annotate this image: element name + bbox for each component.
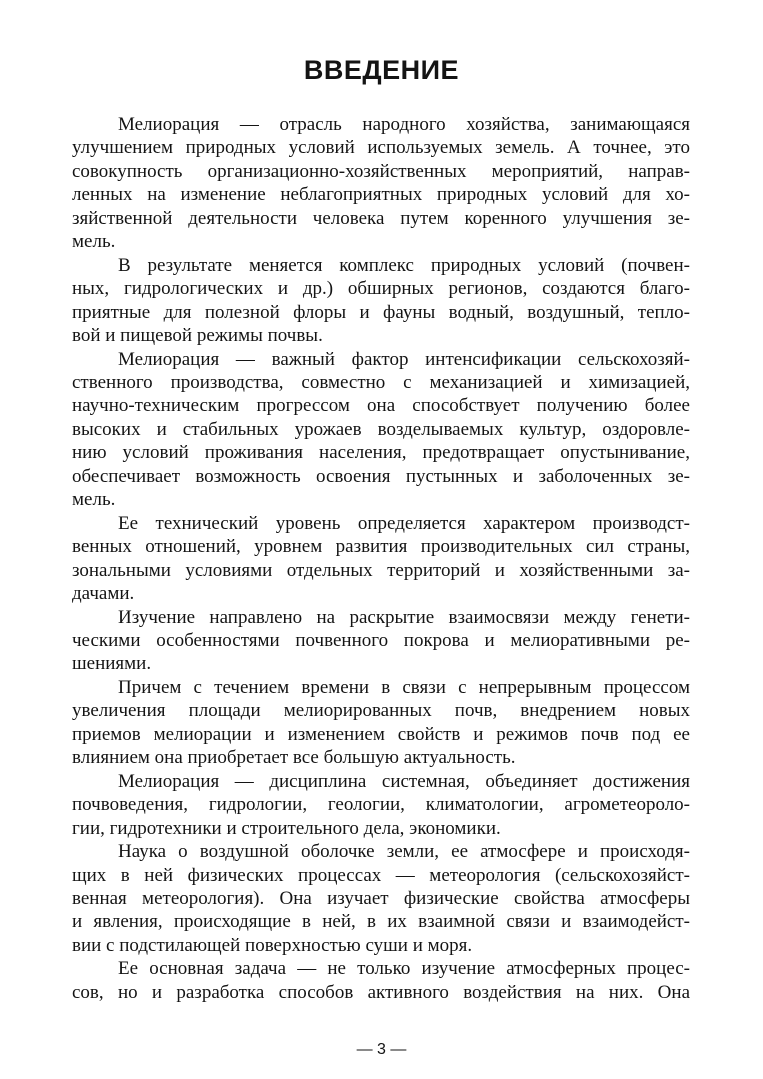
text-line: нию условий проживания населения, предотвращает опустынивание,	[72, 442, 690, 464]
paragraph-4	[72, 512, 690, 606]
text-line: Ее технический уровень определяется характером производст-	[118, 512, 690, 534]
text-line: В результате меняется комплекс природных условий (почвен-	[118, 254, 690, 276]
text-line: дачами.	[72, 583, 135, 605]
paragraph-3	[72, 348, 690, 512]
text-line: приемов мелиорации и изменением свойств и режимов почв под ее	[72, 723, 690, 745]
text-line: Наука о воздушной оболочке земли, ее атмосфере и происходя-	[118, 841, 690, 863]
text-line: увеличения площади мелиорированных почв, внедрением новых	[72, 700, 690, 722]
text-line: сов, но и разработка способов активного воздействия на них. Она	[72, 981, 690, 1003]
text-line: зональными условиями отдельных территорий и хозяйственными за-	[72, 559, 690, 581]
text-line: шениями.	[72, 653, 152, 675]
paragraph-2	[72, 254, 690, 348]
page-number: — 3 —	[356, 1041, 407, 1058]
text-line: венная метеорология). Она изучает физические свойства атмосферы	[72, 887, 690, 909]
paragraph-8	[72, 840, 690, 957]
text-line: зяйственной деятельности человека путем коренного улучшения зе-	[72, 207, 690, 229]
text-line: ленных на изменение неблагоприятных природных условий для хо-	[72, 184, 690, 206]
text-line: высоких и стабильных урожаев возделываемых культур, оздоровле-	[72, 418, 690, 440]
text-line: научно-техническим прогрессом она способствует получению более	[72, 395, 690, 417]
text-line: гии, гидротехники и строительного дела, экономики.	[72, 817, 501, 839]
chapter-title: ВВЕДЕНИЕ	[303, 55, 460, 85]
text-line: обеспечивает возможность освоения пустынных и заболоченных зе-	[72, 465, 690, 487]
text-line: почвоведения, гидрологии, геологии, климатологии, агрометеороло-	[72, 794, 690, 816]
chapter-body	[72, 113, 690, 1004]
paragraph-6	[72, 676, 690, 770]
text-line: Ее основная задача — не только изучение атмосферных процес-	[118, 958, 690, 980]
text-line: Изучение направлено на раскрытие взаимосвязи между генети-	[118, 606, 690, 628]
paragraph-7	[72, 770, 690, 840]
text-line: Мелиорация — важный фактор интенсификации сельскохозяй-	[118, 348, 690, 370]
paragraph-9	[72, 957, 690, 1004]
text-line: ческими особенностями почвенного покрова и мелиоративными ре-	[72, 629, 690, 651]
text-line: вии с подстилающей поверхностью суши и моря.	[72, 934, 473, 956]
text-line: мель.	[72, 489, 116, 511]
text-line: вой и пищевой режимы почвы.	[72, 325, 323, 347]
text-line: Мелиорация — дисциплина системная, объединяет достижения	[118, 770, 690, 792]
text-line: Мелиорация — отрасль народного хозяйства, занимающаяся	[118, 114, 690, 135]
text-line: улучшением природных условий используемых земель. А точнее, это	[72, 137, 690, 159]
paragraph-1	[72, 113, 690, 254]
text-line: Причем с течением времени в связи с непрерывным процессом	[118, 676, 690, 698]
text-line: приятные для полезной флоры и фауны водный, воздушный, тепло-	[72, 301, 690, 323]
text-line: мель.	[72, 231, 116, 253]
text-line: ных, гидрологических и др.) обширных регионов, создаются благо-	[72, 278, 690, 300]
text-line: щих в ней физических процессах — метеорология (сельскохозяйст-	[72, 864, 690, 886]
paragraph-5	[72, 606, 690, 676]
text-line: и явления, происходящие в ней, в их взаимной связи и взаимодейст-	[72, 911, 690, 933]
text-line: влиянием она приобретает все большую актуальность.	[72, 747, 516, 769]
text-line: венных отношений, уровнем развития производительных сил страны,	[72, 536, 690, 558]
text-line: ственного производства, совместно с механизацией и химизацией,	[72, 371, 690, 393]
text-line: совокупность организационно-хозяйственных мероприятий, направ-	[72, 160, 690, 182]
